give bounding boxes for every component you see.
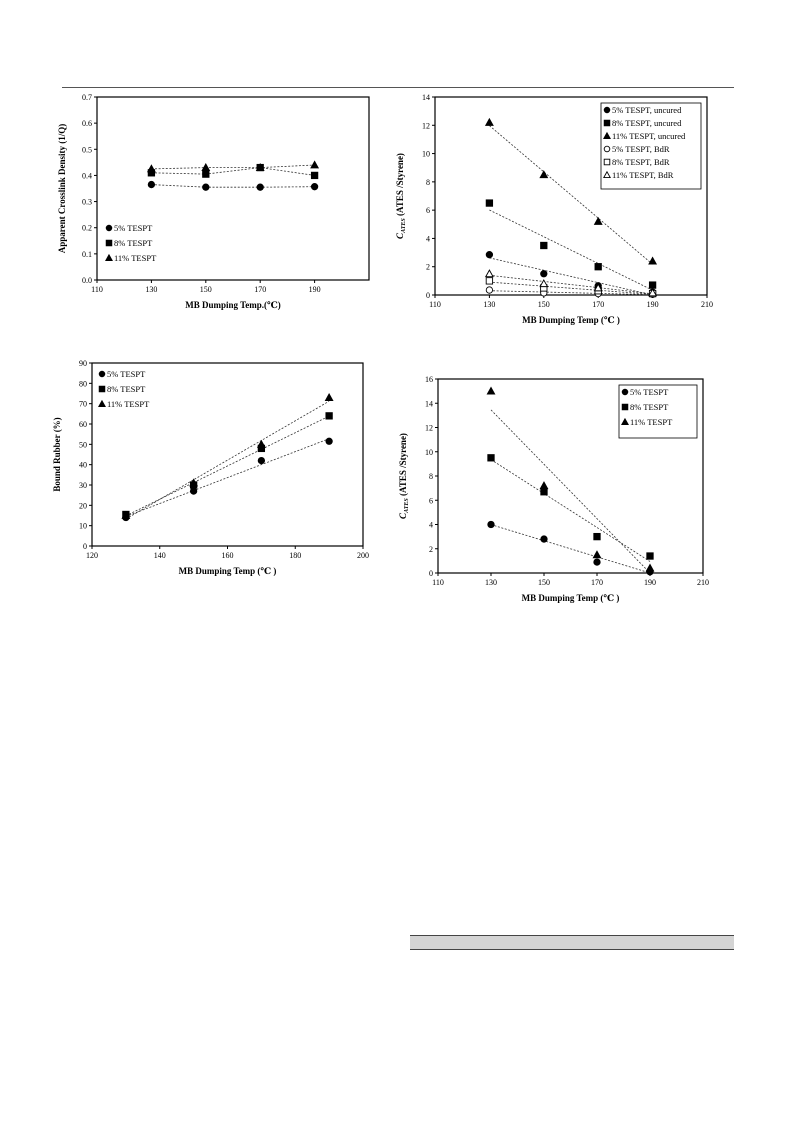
legend-marker bbox=[99, 386, 105, 392]
data-point bbox=[488, 521, 494, 527]
y-tick-label: 14 bbox=[422, 93, 430, 102]
data-point bbox=[649, 257, 656, 264]
data-point bbox=[258, 441, 265, 448]
series-fit-line bbox=[489, 291, 652, 295]
legend-label: 8% TESPT bbox=[630, 402, 669, 412]
data-point bbox=[488, 455, 494, 461]
y-tick-label: 8 bbox=[426, 177, 430, 187]
legend-label: 5% TESPT, BdR bbox=[612, 144, 670, 154]
data-point bbox=[646, 564, 653, 571]
data-point bbox=[540, 482, 547, 489]
series-fit-line bbox=[126, 401, 329, 519]
legend-label: 8% TESPT bbox=[114, 238, 153, 248]
x-axis-title: MB Dumping Temp (℃ ) bbox=[521, 593, 620, 603]
data-point bbox=[486, 270, 493, 277]
legend-label: 11% TESPT bbox=[114, 253, 157, 263]
x-axis-title: MB Dumping Temp.(℃) bbox=[185, 300, 281, 310]
data-point bbox=[486, 278, 492, 284]
y-tick-label: 0 bbox=[83, 542, 87, 551]
legend-label: 5% TESPT, uncured bbox=[612, 105, 682, 115]
x-tick-label: 210 bbox=[701, 300, 713, 309]
y-tick-label: 0.2 bbox=[82, 223, 92, 233]
data-point bbox=[148, 181, 154, 187]
data-point bbox=[541, 242, 547, 248]
chart-legend bbox=[99, 369, 150, 409]
x-tick-label: 170 bbox=[254, 285, 267, 294]
y-tick-label: 10 bbox=[79, 521, 87, 531]
legend-marker bbox=[622, 404, 628, 410]
chart-cates-uncured bbox=[398, 372, 750, 604]
legend-marker bbox=[99, 371, 105, 377]
chart-bound-rubber bbox=[40, 356, 400, 588]
y-tick-label: 70 bbox=[79, 399, 87, 409]
y-tick-label: 60 bbox=[79, 420, 87, 429]
x-tick-label: 160 bbox=[221, 551, 234, 560]
data-point bbox=[594, 533, 600, 539]
data-point bbox=[541, 271, 547, 277]
series-fit-line bbox=[151, 185, 314, 188]
chart-legend bbox=[619, 385, 697, 438]
y-tick-label: 0.4 bbox=[82, 171, 92, 181]
x-tick-label: 110 bbox=[432, 578, 444, 587]
y-axis-title-units: (ATES /Styrene) bbox=[395, 153, 405, 219]
x-tick-label: 130 bbox=[483, 300, 496, 309]
legend-marker bbox=[604, 159, 610, 165]
data-point bbox=[647, 553, 653, 559]
y-tick-label: 16 bbox=[425, 375, 433, 384]
x-tick-label: 170 bbox=[592, 300, 605, 309]
chart-cates-cured-svg bbox=[395, 90, 750, 335]
y-tick-label: 10 bbox=[422, 149, 430, 159]
y-tick-label: 50 bbox=[79, 440, 87, 450]
chart-legend bbox=[601, 103, 701, 189]
y-tick-label: 0.5 bbox=[82, 145, 92, 155]
y-tick-label: 0 bbox=[426, 291, 430, 300]
data-point bbox=[203, 171, 209, 177]
x-tick-label: 210 bbox=[697, 578, 709, 587]
x-tick-label: 180 bbox=[289, 551, 302, 560]
data-point bbox=[486, 119, 493, 126]
y-tick-label: 0.3 bbox=[82, 197, 92, 207]
x-tick-label: 130 bbox=[145, 285, 158, 294]
data-point bbox=[541, 536, 547, 542]
data-point bbox=[257, 184, 263, 190]
data-point bbox=[325, 394, 332, 401]
x-tick-label: 120 bbox=[86, 551, 98, 560]
y-tick-label: 4 bbox=[426, 234, 430, 244]
legend-marker bbox=[106, 255, 112, 261]
data-point bbox=[595, 218, 602, 225]
y-axis-title-subscript: ATES bbox=[404, 498, 410, 513]
data-point bbox=[594, 559, 600, 565]
legend-label: 11% TESPT, BdR bbox=[612, 170, 674, 180]
data-point bbox=[311, 172, 317, 178]
legend-label: 11% TESPT bbox=[107, 399, 150, 409]
legend-label: 11% TESPT bbox=[630, 417, 673, 427]
data-point bbox=[593, 551, 600, 558]
series-fit-line bbox=[491, 460, 650, 562]
x-tick-label: 110 bbox=[91, 285, 103, 294]
y-axis-title-symbol: C bbox=[395, 232, 405, 239]
y-tick-label: 0.0 bbox=[82, 276, 92, 285]
series-fit-line bbox=[489, 210, 652, 290]
x-tick-label: 190 bbox=[308, 285, 321, 294]
x-tick-label: 190 bbox=[644, 578, 656, 587]
y-tick-label: 90 bbox=[79, 359, 87, 368]
x-tick-label: 170 bbox=[591, 578, 603, 587]
legend-marker bbox=[99, 401, 105, 407]
legend-label: 5% TESPT bbox=[630, 387, 669, 397]
data-point bbox=[311, 183, 317, 189]
legend-marker bbox=[604, 107, 610, 113]
legend-label: 5% TESPT bbox=[114, 223, 153, 233]
x-tick-label: 140 bbox=[153, 551, 166, 560]
x-tick-label: 150 bbox=[199, 285, 212, 294]
data-point bbox=[649, 282, 655, 288]
y-tick-label: 8 bbox=[429, 472, 433, 481]
data-point bbox=[258, 457, 264, 463]
x-tick-label: 150 bbox=[537, 300, 550, 309]
y-tick-label: 12 bbox=[422, 121, 430, 131]
legend-label: 8% TESPT bbox=[107, 384, 146, 394]
y-tick-label: 0.7 bbox=[82, 93, 92, 102]
legend-marker bbox=[622, 389, 628, 395]
table-header-bar bbox=[410, 935, 734, 950]
y-axis-title-symbol: C bbox=[398, 512, 408, 519]
y-tick-label: 2 bbox=[426, 262, 430, 272]
data-point bbox=[148, 165, 155, 172]
data-point bbox=[486, 200, 492, 206]
y-tick-label: 4 bbox=[429, 520, 433, 530]
series-fit-line bbox=[126, 439, 329, 517]
y-tick-label: 20 bbox=[79, 501, 87, 511]
chart-crosslink-svg bbox=[40, 90, 400, 320]
data-point bbox=[203, 184, 209, 190]
y-tick-label: 0 bbox=[429, 569, 433, 578]
y-tick-label: 40 bbox=[79, 460, 87, 470]
data-point bbox=[326, 413, 332, 419]
legend-marker bbox=[604, 146, 610, 152]
chart-bound-rubber-svg bbox=[40, 356, 400, 588]
legend-label: 11% TESPT, uncured bbox=[612, 131, 686, 141]
x-axis-title: MB Dumping Temp (℃ ) bbox=[178, 566, 277, 576]
y-tick-label: 2 bbox=[429, 544, 433, 554]
x-tick-label: 130 bbox=[485, 578, 497, 587]
x-tick-label: 200 bbox=[357, 551, 369, 560]
y-axis-title: Apparent Crosslink Density (1/Q) bbox=[57, 123, 67, 254]
legend-label: 8% TESPT, uncured bbox=[612, 118, 682, 128]
y-tick-label: 0.6 bbox=[82, 119, 92, 129]
data-point bbox=[202, 164, 209, 171]
legend-marker bbox=[106, 240, 112, 246]
legend-marker bbox=[106, 225, 112, 231]
y-tick-label: 30 bbox=[79, 481, 87, 490]
data-point bbox=[190, 488, 196, 494]
y-tick-label: 10 bbox=[425, 447, 433, 457]
y-tick-label: 6 bbox=[429, 496, 433, 506]
data-point bbox=[326, 438, 332, 444]
data-point bbox=[595, 264, 601, 270]
data-point bbox=[486, 287, 492, 293]
series-fit-line bbox=[151, 168, 314, 176]
page-header-rule bbox=[62, 87, 734, 88]
y-tick-label: 0.1 bbox=[82, 249, 92, 259]
chart-legend bbox=[106, 223, 157, 263]
data-point bbox=[541, 489, 547, 495]
x-tick-label: 150 bbox=[538, 578, 550, 587]
data-point bbox=[487, 387, 494, 394]
series-fit-line bbox=[489, 258, 652, 295]
data-point bbox=[311, 161, 318, 168]
x-axis-title: MB Dumping Temp (℃ ) bbox=[522, 315, 620, 325]
y-axis-title: Bound Rubber (%) bbox=[52, 417, 62, 492]
chart-cates-cured bbox=[395, 90, 750, 335]
legend-label: 8% TESPT, BdR bbox=[612, 157, 670, 167]
series-fit-line bbox=[489, 282, 652, 294]
series-fit-line bbox=[151, 165, 314, 169]
y-tick-label: 12 bbox=[425, 423, 433, 433]
chart-cates-uncured-svg bbox=[398, 372, 750, 604]
series-fit-line bbox=[126, 416, 329, 516]
legend-label: 5% TESPT bbox=[107, 369, 146, 379]
series-fit-line bbox=[491, 525, 650, 573]
y-tick-label: 6 bbox=[426, 206, 430, 216]
legend-marker bbox=[604, 120, 610, 126]
y-axis-title-subscript: ATES bbox=[401, 218, 407, 233]
data-point bbox=[486, 251, 492, 257]
y-axis-title-units: (ATES /Styrene) bbox=[398, 433, 408, 499]
y-tick-label: 14 bbox=[425, 399, 433, 409]
x-tick-label: 110 bbox=[429, 300, 441, 309]
chart-crosslink-density bbox=[40, 90, 400, 320]
data-point bbox=[540, 171, 547, 178]
series-fit-line bbox=[489, 275, 652, 294]
y-tick-label: 80 bbox=[79, 379, 87, 389]
x-tick-label: 190 bbox=[646, 300, 659, 309]
